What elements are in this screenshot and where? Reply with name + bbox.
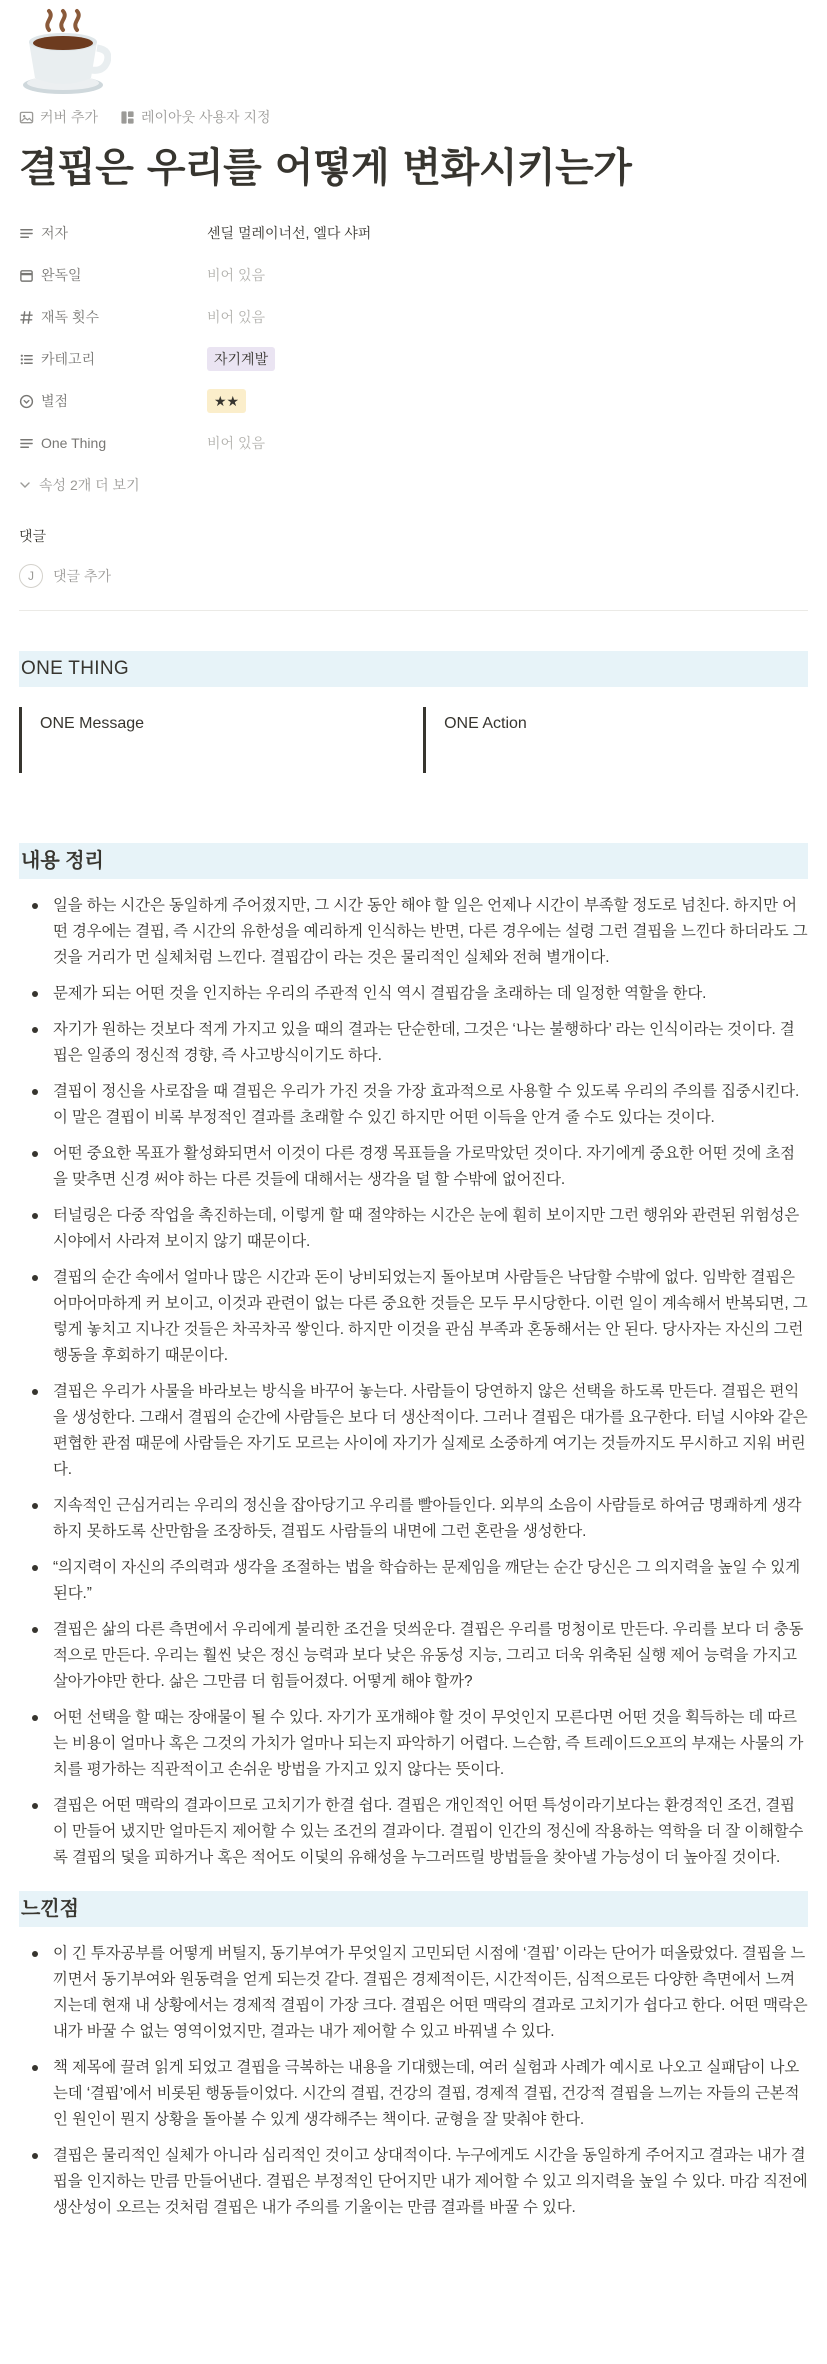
coffee-cup-icon[interactable] — [19, 0, 111, 92]
property-author-value[interactable]: 센딜 멀레이너선, 엘다 샤퍼 — [207, 225, 372, 241]
list-item[interactable]: 어떤 중요한 목표가 활성화되면서 이것이 다른 경쟁 목표들을 가로막았던 것이다. 자기에게 중요한 어떤 것에 초점을 맞추면 신경 써야 하는 다른 것들에 대해서는 생각을 덜 할 수밖에 없어진다. — [19, 1141, 808, 1193]
add-cover-button[interactable] — [19, 107, 98, 127]
feelings-list — [19, 1941, 808, 2221]
list-item[interactable]: 일을 하는 시간은 동일하게 주어졌지만, 그 시간 동안 해야 할 일은 언제나 시간이 부족할 정도로 넘친다. 하지만 어떤 경우에는 결핍, 즉 시간의 유한성을 예리하게 인식하는 반면, 다른 경우에는 설령 그런 결핍을 느낀다 하더라도 그것을 거리가 먼 실체처럼 느낀다. 결핍감이 라는 것은 물리적인 실체와 전혀 별개이다. — [19, 893, 808, 971]
list-item[interactable]: 결핍은 물리적인 실체가 아니라 심리적인 것이고 상대적이다. 누구에게도 시간을 동일하게 주어지고 결과는 내가 결핍을 인지하는 만큼 만들어낸다. 결핍은 부정적인 단어지만 내가 제어할 수 있고 의지력을 높일 수 있다. 마감 직전에 생산성이 오르는 것처럼 결핍은 내가 주의를 기울이는 만큼 결과를 바꿀 수 있다. — [19, 2143, 808, 2221]
image-icon — [19, 110, 34, 125]
property-one-thing[interactable] — [19, 422, 808, 464]
circle-chevron-icon — [19, 394, 34, 409]
list-item[interactable]: “의지력이 자신의 주의력과 생각을 조절하는 법을 학습하는 문제임을 깨닫는 순간 당신은 그 의지력을 높일 수 있게 된다.” — [19, 1555, 808, 1607]
list-item[interactable]: 이 긴 투자공부를 어떻게 버틸지, 동기부여가 무엇일지 고민되던 시점에 ‘결핍’ 이라는 단어가 떠올랐었다. 결핍을 느끼면서 동기부여와 원동력을 얻게 되는것 같다. 결핍은 경제적이든, 시간적이든, 심적으로든 다양한 측면에서 느껴지는데 현재 내 상황에서는 경제적 결핍이 가장 크다. 결핍은 어떤 맥락의 결과로 고치기가 쉽다고 한다. 어떤 맥락은 내가 바꿀 수 없는 영역이었지만, 결과는 내가 제어할 수 있고 바꿔낼 수 있다. — [19, 1941, 808, 2045]
page-title[interactable]: 결핍은 우리를 어떻게 변화시키는가 — [19, 145, 632, 191]
property-one-thing-value[interactable]: 비어 있음 — [207, 435, 265, 451]
list-item[interactable]: 결핍은 삶의 다른 측면에서 우리에게 불리한 조건을 덧씌운다. 결핍은 우리를 멍청이로 만든다. 우리를 보다 더 충동적으로 만든다. 우리는 훨씬 낮은 정신 능력과 보다 낮은 유동성 지능, 그리고 더욱 위축된 실행 제어 능력을 가지고 살아가야만 한다. 삶은 그만큼 더 힘들어졌다. 어떻게 해야 할까? — [19, 1617, 808, 1695]
list-icon — [19, 352, 34, 367]
add-cover-label: 커버 추가 — [40, 109, 98, 125]
one-message-quote[interactable]: ONE Message — [19, 707, 423, 773]
heading-summary[interactable]: 내용 정리 — [19, 843, 808, 879]
list-item[interactable]: 책 제목에 끌려 읽게 되었고 결핍을 극복하는 내용을 기대했는데, 여러 실험과 사례가 예시로 나오고 실패담이 나오는데 ‘결핍’에서 비롯된 행동들이었다. 시간의 결핍, 건강의 결핍, 경제적 결핍, 건강적 결핍을 느끼는 자들의 근본적인 원인이 뭔지 상황을 돌아볼 수 있게 생각해주는 책이다. 균형을 잘 맞춰야 한다. — [19, 2055, 808, 2133]
property-reread-count-value[interactable]: 비어 있음 — [207, 309, 265, 325]
page-actions — [19, 106, 808, 128]
category-tag[interactable]: 자기계발 — [207, 347, 275, 371]
list-item[interactable]: 문제가 되는 어떤 것을 인지하는 우리의 주관적 인식 역시 결핍감을 초래하는 데 일정한 역할을 한다. — [19, 981, 808, 1007]
property-rating-key — [19, 391, 207, 411]
divider — [19, 610, 808, 611]
property-author-label: 저자 — [41, 225, 69, 241]
list-item[interactable]: 결핍은 우리가 사물을 바라보는 방식을 바꾸어 놓는다. 사람들이 당연하지 않은 선택을 하도록 만든다. 결핍은 편익을 생성한다. 그래서 결핍의 순간에 사람들은 보다 더 생산적이다. 그러나 결핍은 대가를 요구한다. 터널 시야와 같은 편협한 관점 때문에 사람들은 자기도 모르는 사이에 자기가 실제로 소중하게 여기는 것들까지도 무시하고 지워 버린다. — [19, 1379, 808, 1483]
one-thing-columns — [19, 707, 808, 773]
list-item[interactable]: 결핍은 어떤 맥락의 결과이므로 고치기가 한결 쉽다. 결핍은 개인적인 어떤 특성이라기보다는 환경적인 조건, 결핍이 만들어 냈지만 얼마든지 제어할 수 있는 조건의 결과이다. 결핍이 인간의 정신에 작용하는 역학을 더 잘 이해할수록 결핍의 덫을 피하거나 혹은 적어도 이덫의 유해성을 누그러뜨릴 방법들을 찾아낼 가능성이 더 높아질 것이다. — [19, 1793, 808, 1871]
properties-panel — [19, 212, 808, 506]
chevron-down-icon — [19, 479, 31, 491]
avatar: J — [19, 564, 43, 588]
list-item[interactable]: 어떤 선택을 할 때는 장애물이 될 수 있다. 자기가 포개해야 할 것이 무엇인지 모른다면 어떤 것을 획득하는 데 따르는 비용이 얼마나 혹은 그것의 가치가 얼마나 되는지 파악하기 어렵다. 느슨함, 즉 트레이드오프의 부재는 사물의 가치를 평가하는 직관적이고 손쉬운 방법을 가지고 있지 않다는 뜻이다. — [19, 1705, 808, 1783]
list-item[interactable]: 결핍이 정신을 사로잡을 때 결핍은 우리가 가진 것을 가장 효과적으로 사용할 수 있도록 우리의 주의를 집중시킨다. 이 말은 결핍이 비록 부정적인 결과를 초래할 수 있긴 하지만 어떤 이득을 안겨 줄 수도 있다는 것이다. — [19, 1079, 808, 1131]
text-lines-icon — [19, 226, 34, 241]
property-reread-count-key — [19, 307, 207, 327]
customize-layout-label: 레이아웃 사용자 지정 — [141, 109, 271, 125]
hash-icon — [19, 310, 34, 325]
property-one-thing-label: One Thing — [41, 435, 107, 451]
text-lines-icon — [19, 436, 34, 451]
property-author-key — [19, 223, 207, 243]
list-item[interactable]: 터널링은 다중 작업을 촉진하는데, 이렇게 할 때 절약하는 시간은 눈에 훤히 보이지만 그런 행위와 관련된 위험성은 시야에서 사라져 보이지 않기 때문이다. — [19, 1203, 808, 1255]
list-item[interactable]: 자기가 원하는 것보다 적게 가지고 있을 때의 결과는 단순한데, 그것은 ‘나는 불행하다’ 라는 인식이라는 것이다. 결핍은 일종의 정신적 경향, 즉 사고방식이기도 하다. — [19, 1017, 808, 1069]
one-action-quote[interactable]: ONE Action — [423, 707, 808, 773]
list-item[interactable]: 지속적인 근심거리는 우리의 정신을 잡아당기고 우리를 빨아들인다. 외부의 소음이 사람들로 하여금 명쾌하게 생각하지 못하도록 산만함을 조장하듯, 결핍도 사람들의 내면에 그런 혼란을 생성한다. — [19, 1493, 808, 1545]
property-category[interactable] — [19, 338, 808, 380]
property-finish-date-label: 완독일 — [41, 267, 82, 283]
summary-list — [19, 893, 808, 1871]
comments-label: 댓글 — [19, 528, 47, 544]
property-author[interactable] — [19, 212, 808, 254]
property-finish-date-value[interactable]: 비어 있음 — [207, 267, 265, 283]
show-more-properties-button[interactable] — [19, 464, 808, 506]
property-rating-label: 별점 — [41, 393, 69, 409]
property-reread-count-label: 재독 횟수 — [41, 309, 99, 325]
rating-tag[interactable]: ★★ — [207, 389, 246, 413]
add-comment-input[interactable] — [19, 564, 808, 588]
heading-feelings[interactable]: 느낀점 — [19, 1891, 808, 1927]
list-item[interactable]: 결핍의 순간 속에서 얼마나 많은 시간과 돈이 낭비되었는지 돌아보며 사람들은 낙담할 수밖에 없다. 임박한 결핍은 어마어마하게 커 보이고, 이것과 관련이 없는 다른 중요한 것들은 모두 무시당한다. 이런 일이 계속해서 반복되면, 그렇게 놓치고 지나간 것들은 차곡차곡 쌓인다. 하지만 이것을 관심 부족과 혼동해서는 안 된다. 당사자는 자신의 그런 행동을 후회하기 때문이다. — [19, 1265, 808, 1369]
property-one-thing-key — [19, 435, 207, 451]
property-category-label: 카테고리 — [41, 351, 96, 367]
property-reread-count[interactable] — [19, 296, 808, 338]
property-finish-date-key — [19, 265, 207, 285]
customize-layout-button[interactable] — [120, 107, 271, 127]
show-more-properties-label: 속성 2개 더 보기 — [39, 477, 140, 493]
property-category-key — [19, 349, 207, 369]
property-finish-date[interactable] — [19, 254, 808, 296]
heading-one-thing[interactable]: ONE THING — [19, 651, 808, 687]
layout-icon — [120, 110, 135, 125]
add-comment-placeholder: 댓글 추가 — [53, 568, 111, 584]
property-rating[interactable] — [19, 380, 808, 422]
calendar-icon — [19, 268, 34, 283]
